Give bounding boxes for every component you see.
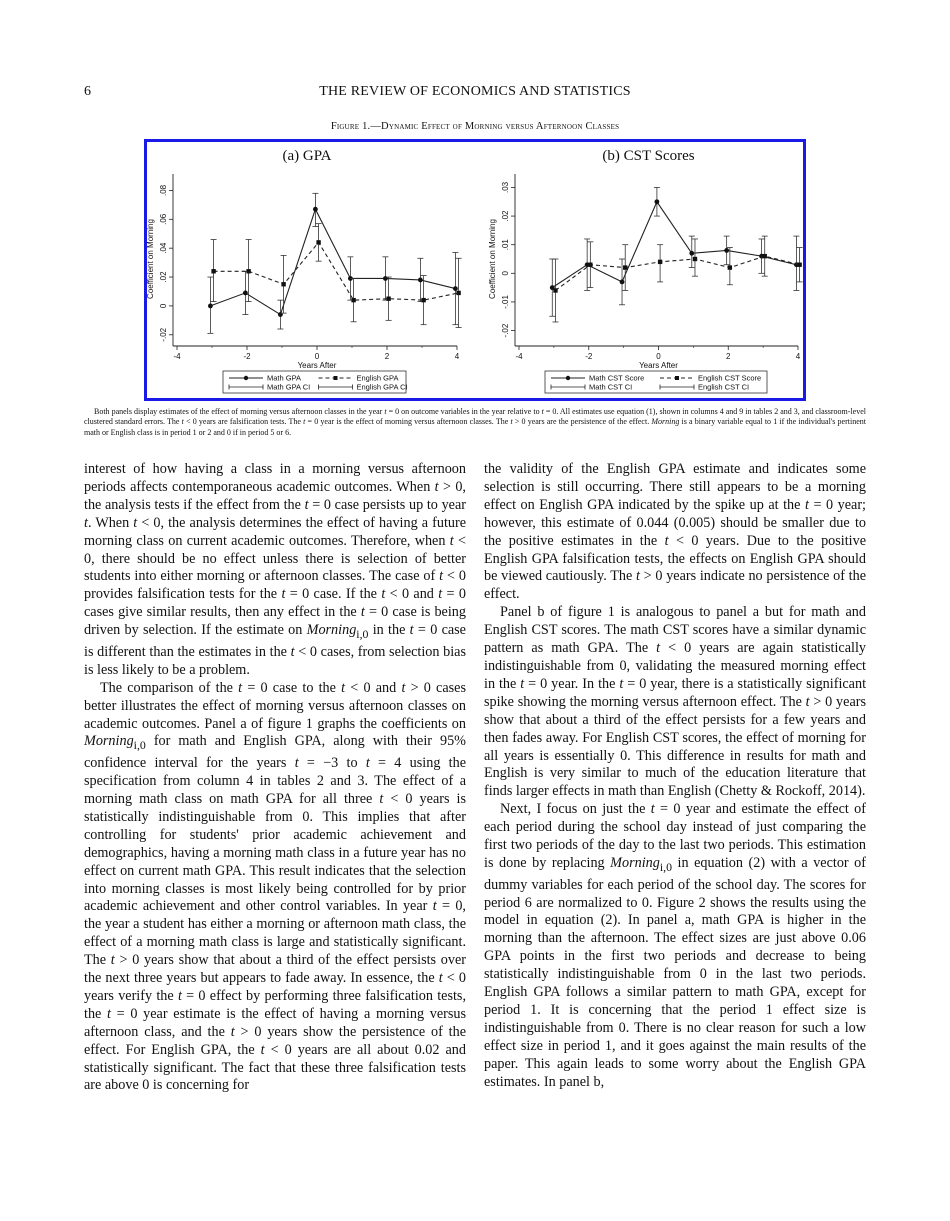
y-axis-label: Coefficient on Morning: [488, 219, 497, 299]
x-tick-label: -4: [515, 352, 523, 361]
figure-label: Figure 1.: [330, 121, 371, 132]
panel-title: (b) CST Scores: [602, 148, 695, 164]
y-tick-label: 0: [501, 271, 510, 276]
legend-label: Math GPA CI: [267, 382, 311, 392]
series-english-cst-score: [552, 236, 802, 322]
data-point: [693, 257, 697, 261]
y-tick-label: -.02: [501, 323, 510, 338]
data-point: [418, 278, 423, 283]
left-paragraph-2: The comparison of the t = 0 case to the t < 0 and t > 0 cases better illustrates the effect of morning versus afternoon classes on academic outcomes. Panel a of figure 1 graphs the coefficients on Morning$_{i,0}$ for math and English GPA, along with their 95% confidence interval for the years t = −3 to t = 4 using the specification from column 4 in tables 2 and 3. The effect of a morning math class on math GPA for all three t < 0 years is statistically indistinguishable from 0. This implies that after controlling for students' prior academic achievement and demographics, having a morning math class in a future year has no effect on current math GPA. This result indicates that the selection into morning classes is most likely being controlled for by prior academic achievement and other control variables. In year t = 0, the year a student has either a morning or afternoon math class, the effect of a morning math class is large and statistically significant. The t > 0 years show that about a third of the effect persists over the next three years but appears to fade away. In essence, the t < 0 years verify the t = 0 effect by performing three falsification tests, the t = 0 year estimate is the effect of having a morning versus afternoon class, and the t > 0 years show the persistence of the effect. For English GPA, the t < 0 years are all about 0.02 and statistically significant. The fact that these three falsification tests are above 0 is concerning for: [84, 679, 467, 1094]
data-point: [211, 269, 215, 273]
legend: [545, 371, 767, 393]
series-english-gpa: [211, 224, 462, 328]
data-point: [453, 286, 458, 291]
body-column-left: [84, 461, 466, 1095]
x-axis-label: Years After: [297, 361, 337, 370]
page-number: 6: [84, 84, 91, 99]
series-math-cst-score: [549, 187, 799, 316]
data-point: [623, 265, 627, 269]
y-tick-label: -.02: [159, 327, 168, 342]
right-paragraph-1: the validity of the English GPA estimate and indicates some selection is still occurring. There still appears to be a morning effect on English GPA indicated by the spike up at the t = 0 year; however, this estimate of 0.044 (0.005) should be smaller due to the positive estimates in the t < 0 years. Due to the positive English GPA falsification tests, the effects on English GPA should be viewed cautiously. The t > 0 years indicate no persistence of the effect.: [484, 461, 867, 603]
x-tick-label: -2: [585, 352, 593, 361]
legend-label: English GPA CI: [356, 382, 408, 392]
data-point: [313, 207, 318, 212]
data-point: [386, 296, 390, 300]
legend-label: Math CST Score: [589, 373, 645, 383]
data-point: [728, 265, 732, 269]
series-line: [552, 202, 796, 288]
x-tick-label: 0: [656, 352, 661, 361]
figure-title-text: —Dynamic Effect of Morning versus Afternoon Classes: [370, 121, 620, 132]
right-paragraph-2: Panel b of figure 1 is analogous to panel a but for math and English CST scores. The math CST scores have a similar dynamic pattern as math GPA. The t < 0 years are again statistically indistinguishable from 0, validating the measured morning effect in the t = 0 year. In the t = 0 year, there is a statistically significant spike showing the morning versus afternoon effect. The t > 0 years show that about a third of the effect persists for a few years and then fades away. For English CST scores, the effect of morning for all years is essentially 0. This difference in results for math and English is very similar to much of the education literature that finds larger effects in math than English (Chetty & Rockoff, 2014).: [484, 604, 867, 800]
x-tick-label: -4: [173, 352, 181, 361]
left-paragraph-1: interest of how having a class in a morning versus afternoon periods affects contemporaneous academic outcomes. When t > 0, the analysis tests if the effect from the t = 0 case persists up to year t. When t < 0, the analysis determines the effect of having a future morning class on current academic outcomes. Therefore, when t < 0, there should be no effect unless there is selection of better students into either morning or afternoon classes. The case of t < 0 provides falsification tests for the t = 0 case. If the t < 0 and t = 0 cases give similar results, then any effect in the t = 0 case is being driven by selection. If the estimate on Morning$_{i,0}$ in the t = 0 case is different than the estimates in the t < 0 cases, from selection bias is less likely to be a problem.: [84, 461, 466, 678]
figure-1-chart: [147, 142, 803, 398]
legend-marker: [675, 376, 679, 380]
y-tick-label: .03: [501, 181, 510, 194]
series-math-gpa: [207, 193, 458, 333]
y-tick-label: .04: [159, 242, 168, 254]
data-point: [246, 269, 250, 273]
y-tick-label: .02: [159, 271, 168, 283]
data-point: [620, 279, 625, 284]
data-point: [351, 298, 355, 302]
legend-label: Math GPA: [267, 373, 302, 383]
legend-label: English CST Score: [698, 373, 762, 383]
x-tick-label: 4: [795, 352, 801, 361]
data-point: [689, 251, 694, 256]
data-point: [281, 282, 285, 286]
data-point: [553, 288, 557, 292]
y-tick-label: .02: [501, 210, 510, 222]
panel-title: (a) GPA: [282, 148, 332, 164]
legend-label: English CST CI: [698, 382, 750, 392]
x-tick-label: 4: [454, 352, 460, 361]
y-tick-label: .01: [501, 239, 510, 251]
data-point: [456, 291, 460, 295]
figure-note: Both panels display estimates of the effect of morning versus afternoon classes in the year t = 0 on outcome variables in the year relative to t = 0. All estimates use equation (1), shown in columns 4 and 9 in tables 2 and 3, and classroom-level clustered standard errors. The t < 0 years are falsification tests. The t = 0 year is the effect of morning versus afternoon classes. The t > 0 years are the persistence of the effect. Morning is a binary variable equal to 1 if the individual's pertinent math or English class is in period 1 or 2 and 0 if in period 5 or 6.: [84, 407, 866, 437]
x-axis-label: Years After: [639, 361, 678, 370]
data-point: [588, 263, 592, 267]
y-tick-label: .06: [159, 213, 168, 225]
x-tick-label: 2: [384, 352, 390, 361]
x-tick-label: 0: [314, 352, 320, 361]
figure-1: [144, 139, 806, 401]
legend-label: Math CST CI: [589, 382, 633, 392]
legend-marker: [566, 376, 570, 380]
right-paragraph-3: Next, I focus on just the t = 0 year and estimate the effect of each period during the school day instead of just comparing the first two periods of the day to the last two periods. This estimation is done by replacing Morning$_{i,0}$ in equation (2) with a vector of dummy variables for each period of the school day. The scores for period 6 are normalized to 0. Figure 2 shows the results using the model in equation (2). In panel a, math GPA is higher in the morning than the afternoon. The effect sizes are just above 0.06 GPA points in the first two periods and decrease to being statistically indistinguishable from 0 in the last two periods. English GPA follows a similar pattern to math GPA, except for period 1. It is concerning that the period 1 effect size is indistinguishable from 0. There is no clear reason for such a low effect size in period 1, and it goes against the main results of the paper. This again leads to some worry about the English GPA estimates. In panel b,: [484, 801, 866, 1090]
data-point: [243, 291, 248, 296]
legend-marker: [334, 376, 338, 380]
legend-label: English GPA: [356, 373, 399, 383]
running-head: THE REVIEW OF ECONOMICS AND STATISTICS: [319, 84, 631, 99]
legend-marker: [244, 376, 248, 380]
x-tick-label: 2: [726, 352, 731, 361]
y-tick-label: -.01: [501, 295, 510, 309]
series-line: [210, 209, 455, 314]
data-point: [316, 240, 320, 244]
data-point: [655, 199, 660, 204]
data-point: [797, 263, 801, 267]
x-tick-label: -2: [243, 352, 251, 361]
legend: [223, 371, 408, 393]
data-point: [724, 248, 729, 253]
data-point: [763, 254, 767, 258]
body-column-right: [484, 461, 866, 1092]
data-point: [421, 298, 425, 302]
data-point: [208, 304, 213, 309]
data-point: [658, 260, 662, 264]
y-axis-label: Coefficient on Morning: [146, 219, 155, 299]
panel-b: [488, 148, 803, 393]
panel-a: [146, 148, 462, 393]
y-tick-label: .08: [159, 184, 168, 196]
figure-title: [0, 121, 950, 132]
y-tick-label: 0: [159, 303, 168, 309]
